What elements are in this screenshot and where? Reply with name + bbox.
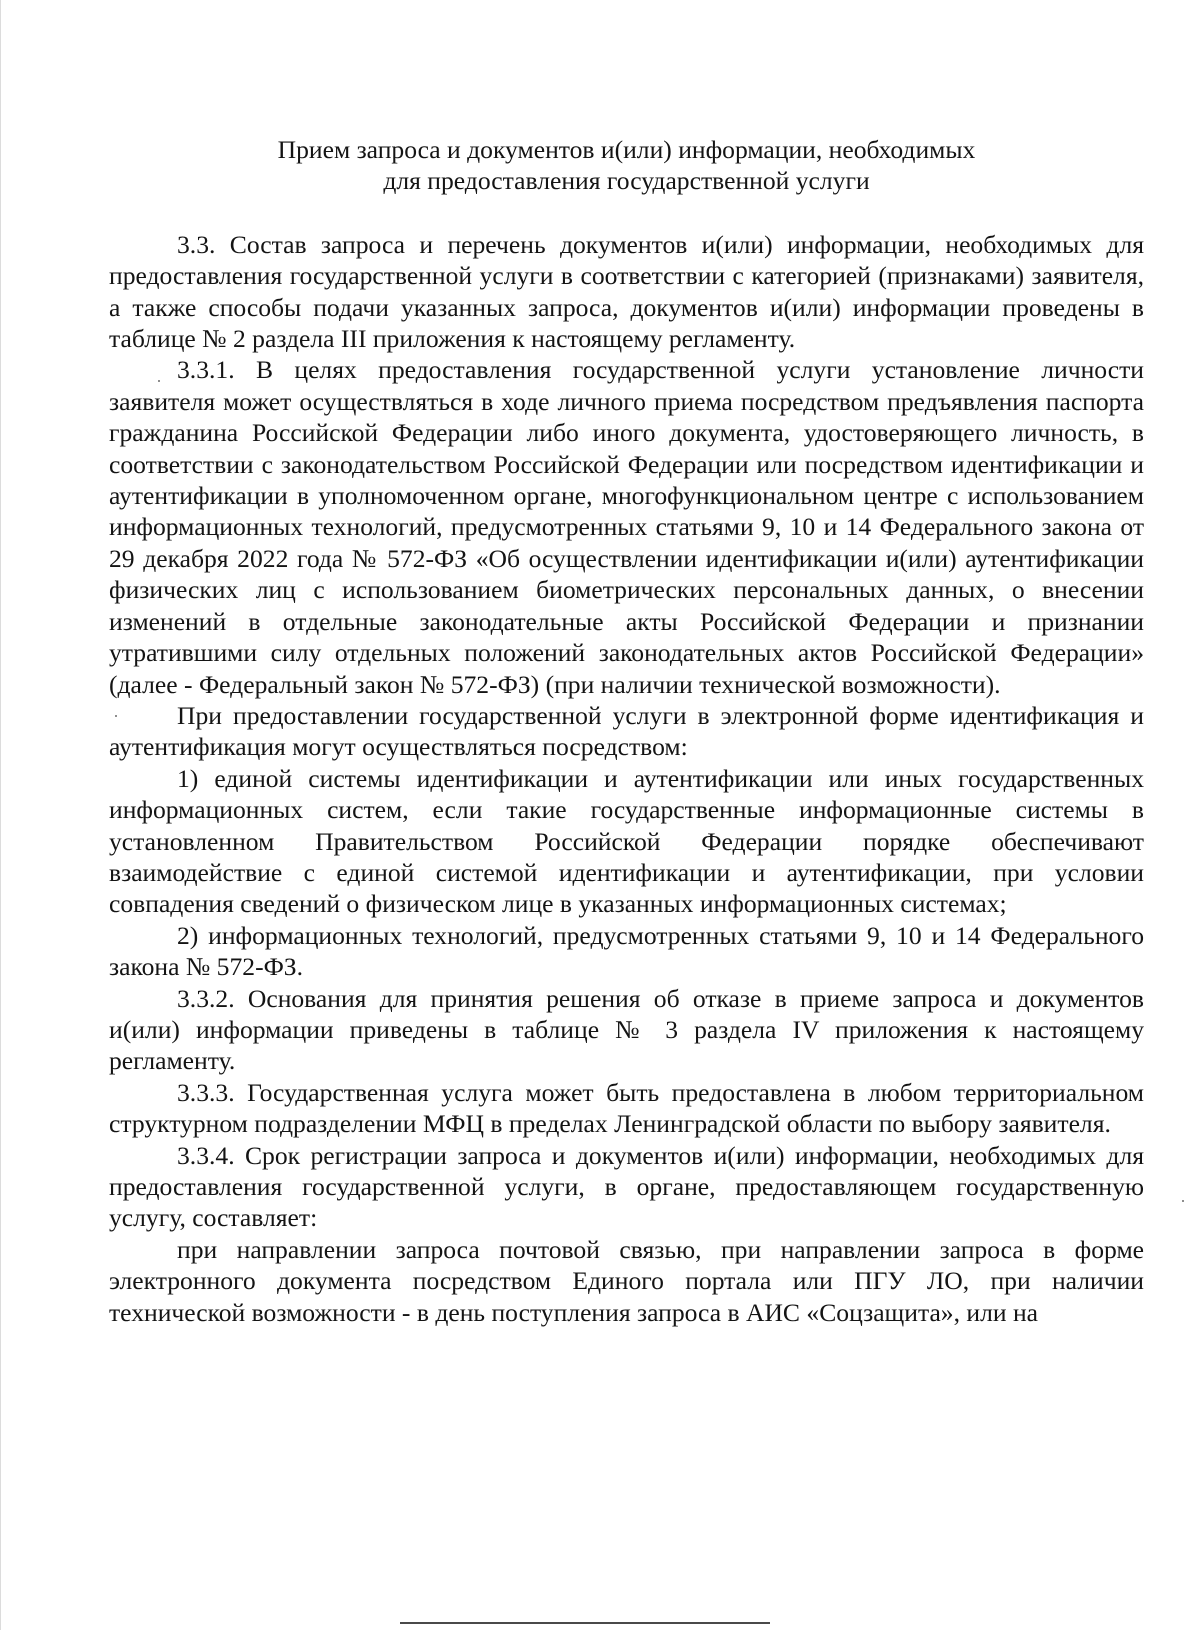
paragraph-3-3-1: 3.3.1. В целях предоставления государственной услуги установление личности заявителя может осуществляться в ходе личного приема посредством предъявления паспорта гражданина Российской Федерации либо иного документа, удостоверяющего личность, в соответствии с законодательством Российской Федерации или посредством идентификации и аутентификации в уполномоченном органе, многофункциональном центре с использованием информационных технологий, предусмотренных статьями 9, 10 и 14 Федерального закона от 29 декабря 2022 года № 572-ФЗ «Об осуществлении идентификации и(или) аутентификации физических лиц с использованием биометрических персональных данных, о внесении изменений в отдельные законодательные акты Российской Федерации и признании утратившими силу отдельных положений законодательных актов Российской Федерации» (далее - Федеральный закон № 572-ФЗ) (при наличии технической возможности). <box>109 355 1144 699</box>
paragraph-electronic-form: При предоставлении государственной услуги в электронной форме идентификация и аутентификация могут осуществляться посредством: <box>109 700 1144 762</box>
paragraph-3-3-2: 3.3.2. Основания для принятия решения об отказе в приеме запроса и документов и(или) информации приведены в таблице № 3 раздела IV приложения к настоящему регламенту. <box>109 983 1144 1076</box>
scan-speck <box>1182 1200 1184 1202</box>
heading-line-2: для предоставления государственной услуги <box>383 166 870 196</box>
paragraph-3-3: 3.3. Состав запроса и перечень документов и(или) информации, необходимых для предоставления государственной услуги в соответствии с категорией (признаками) заявителя, а также способы подачи указанных запроса, документов и(или) информации проведены в таблице № 2 раздела III приложения к настоящему регламенту. <box>109 229 1144 354</box>
paragraph-postal-submission: при направлении запроса почтовой связью, при направлении запроса в форме электронного документа посредством Единого портала или ПГУ ЛО, при наличии технической возможности - в день поступления запроса в АИС «Соцзащита», или на <box>109 1234 1144 1327</box>
scan-speck <box>115 715 117 717</box>
document-body <box>109 134 1144 1328</box>
list-item-2: 2) информационных технологий, предусмотренных статьями 9, 10 и 14 Федерального закона № 572-ФЗ. <box>109 920 1144 982</box>
list-item-1: 1) единой системы идентификации и аутентификации или иных государственных информационных систем, если такие государственные информационные системы в установленном Правительством Российской Федерации порядке обеспечивают взаимодействие с единой системой идентификации и аутентификации, при условии совпадения сведений о физическом лице в указанных информационных системах; <box>109 763 1144 919</box>
paragraph-3-3-3: 3.3.3. Государственная услуга может быть предоставлена в любом территориальном структурном подразделении МФЦ в пределах Ленинградской области по выбору заявителя. <box>109 1077 1144 1139</box>
heading-line-1: Прием запроса и документов и(или) информации, необходимых <box>277 135 976 164</box>
scan-speck <box>158 380 160 382</box>
paragraph-3-3-4: 3.3.4. Срок регистрации запроса и документов и(или) информации, необходимых для предоставления государственной услуги, в органе, предоставляющем государственную услугу, составляет: <box>109 1140 1144 1233</box>
section-heading <box>109 134 1144 197</box>
scan-bottom-edge <box>400 1622 770 1624</box>
scan-left-edge <box>0 0 1 1630</box>
